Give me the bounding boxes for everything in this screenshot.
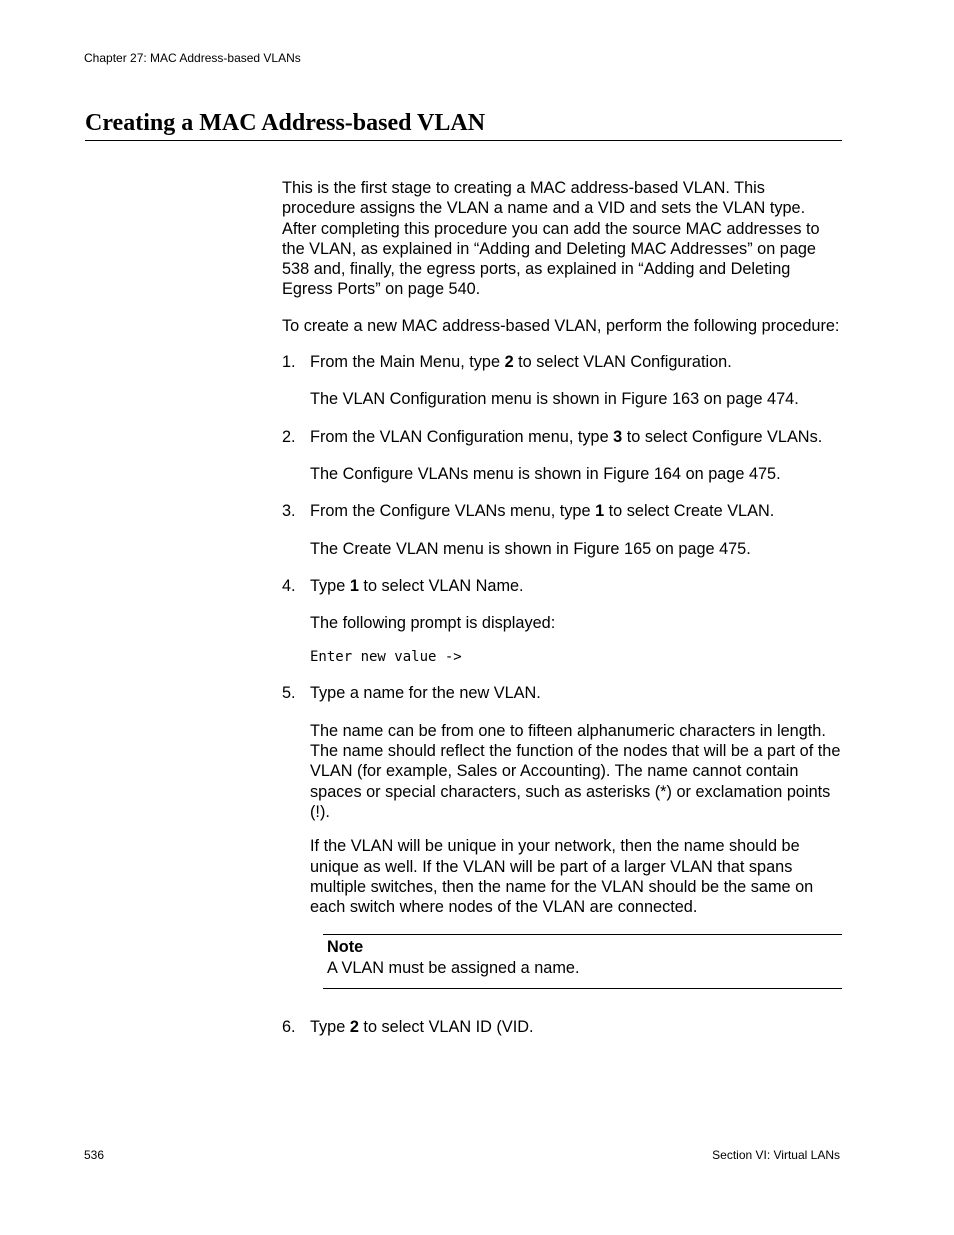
step-text: From the Main Menu, type [310, 353, 505, 372]
step-result: The Create VLAN menu is shown in Figure 165 on page 475. [310, 539, 751, 558]
step-detail: The name can be from one to fifteen alphanumeric characters in length. The name should reflect the function of the nodes that will be a part of the VLAN (for example, Sales or Accounting). The name cannot contain spaces or special characters, such as asterisks (*) or exclamation points (!). [310, 721, 841, 821]
step-text: From the VLAN Configuration menu, type [310, 427, 614, 446]
step-key: 2 [349, 1018, 359, 1037]
step-2 [282, 427, 842, 447]
step-text: to select VLAN Configuration. [513, 353, 732, 372]
step-text: Type [310, 576, 350, 595]
step-key: 1 [595, 502, 605, 521]
step-key: 1 [349, 576, 359, 595]
step-text: From the Configure VLANs menu, type [310, 502, 596, 521]
step-text: Type a name for the new VLAN. [310, 684, 541, 703]
step-text: to select VLAN ID (VID. [358, 1018, 534, 1037]
step-result: The Configure VLANs menu is shown in Figure 164 on page 475. [310, 464, 781, 483]
step-result: The VLAN Configuration menu is shown in Figure 163 on page 474. [310, 390, 799, 409]
step-text: Type [310, 1018, 350, 1037]
note-box [323, 934, 842, 989]
step-text: to select Create VLAN. [604, 502, 775, 521]
procedure-lead: To create a new MAC address-based VLAN, perform the following procedure: [282, 316, 840, 335]
prompt-code: Enter new value -> [310, 649, 462, 666]
step-detail: If the VLAN will be unique in your network, then the name should be unique as well. If the VLAN will be part of a larger VLAN that spans multiple switches, then the name for the VLAN should be the same on each switch where nodes of the VLAN are connected. [310, 837, 814, 917]
step-6 [282, 1017, 842, 1037]
section-title: Creating a MAC Address-based VLAN [85, 110, 486, 136]
step-number: 6. [282, 1018, 296, 1037]
step-key: 3 [613, 427, 623, 446]
title-rule [85, 140, 842, 141]
page-number: 536 [84, 1148, 105, 1162]
step-key: 2 [504, 353, 514, 372]
intro-paragraph: This is the first stage to creating a MAC address-based VLAN. This procedure assigns the VLAN a name and a VID and sets the VLAN type. After completing this procedure you can add the source MAC addresses to the VLAN, as explained in “Adding and Deleting MAC Addresses” on page 538 and, finally, the egress ports, as explained in “Adding and Deleting Egress Ports” on page 540. [282, 179, 820, 299]
step-result: The following prompt is displayed: [310, 614, 556, 633]
step-number: 1. [282, 353, 296, 372]
step-1 [282, 352, 842, 372]
note-text: A VLAN must be assigned a name. [327, 958, 580, 977]
step-number: 4. [282, 576, 296, 595]
step-text: to select VLAN Name. [358, 576, 524, 595]
note-title: Note [327, 938, 364, 957]
step-4 [282, 576, 842, 596]
step-5 [282, 683, 842, 703]
footer-section: Section VI: Virtual LANs [712, 1148, 840, 1162]
step-text: to select Configure VLANs. [622, 427, 823, 446]
step-number: 5. [282, 684, 296, 703]
running-header: Chapter 27: MAC Address-based VLANs [84, 51, 301, 65]
step-3 [282, 501, 842, 521]
step-number: 3. [282, 502, 296, 521]
page-body [282, 178, 842, 1054]
step-number: 2. [282, 427, 296, 446]
